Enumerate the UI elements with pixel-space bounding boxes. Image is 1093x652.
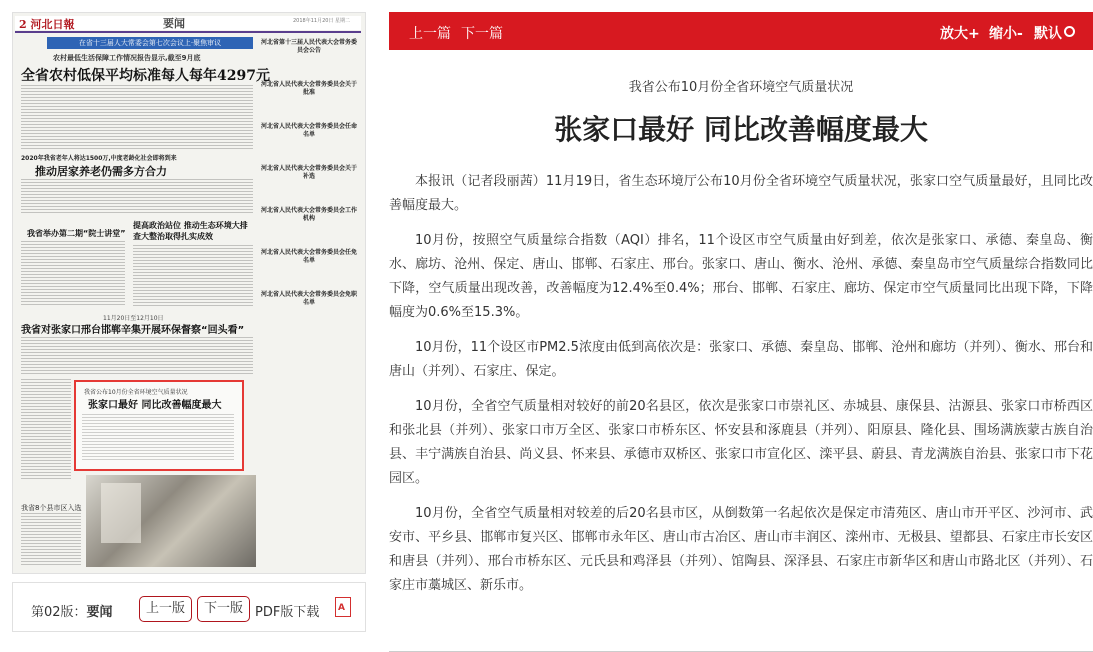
announcement-column	[259, 39, 359, 333]
paper-section: 要闻	[163, 17, 185, 30]
paper-headline[interactable]: 全省农村低保平均标准每人每年4297元	[21, 68, 270, 84]
text-block	[21, 85, 253, 149]
paper-headline-2[interactable]: 推动居家养老仍需多方合力	[35, 165, 167, 178]
column-headline[interactable]: 河北省人民代表大会常务委员会关于批准	[260, 81, 357, 96]
reset-circle-icon	[1064, 26, 1075, 37]
highlighted-article-title: 张家口最好 同比改善幅度最大	[88, 400, 222, 411]
article-toolbar	[389, 12, 1093, 50]
column-headline[interactable]: 河北省人民代表大会常务委员会关于补选	[260, 165, 357, 180]
text-block	[21, 179, 253, 215]
zoom-out-button[interactable]: 缩小-	[989, 26, 1023, 42]
article-title: 张家口最好 同比改善幅度最大	[554, 113, 928, 146]
paper-banner[interactable]: 在省十三届人大常委会第七次会议上·聚焦审议	[47, 37, 253, 49]
pdf-icon[interactable]: A	[335, 597, 351, 617]
highlighted-article[interactable]	[74, 380, 244, 471]
zoom-in-button[interactable]: 放大+	[940, 26, 980, 42]
text-block	[21, 379, 71, 479]
text-block	[21, 241, 125, 307]
article-paragraph: 本报讯（记者段丽茜）11月19日，省生态环境厅公布10月份全省环境空气质量状况，张家口空气质量最好，且同比改善幅度最大。	[389, 174, 1093, 213]
text-block	[82, 414, 234, 462]
paper-logo: 2 河北日報	[19, 18, 75, 31]
paper-headline-5[interactable]: 我省对张家口邢台邯郸辛集开展环保督察“回头看”	[21, 325, 245, 336]
prev-page-button[interactable]: 上一版	[139, 596, 192, 622]
paper-subheadline[interactable]: 农村最低生活保障工作情况报告显示,截至9月底	[53, 54, 201, 62]
article-panel	[389, 12, 1093, 652]
column-headline[interactable]: 河北省第十三届人民代表大会常务委员会公告	[260, 39, 357, 54]
paper-photo-detail	[101, 483, 141, 543]
paper-date: 2018年11月20日 星期二	[293, 18, 351, 24]
article-paragraph: 10月份，11个设区市PM2.5浓度由低到高依次是：张家口、承德、秦皇岛、邯郸、沧州和廊坊（并列）、衡水、邢台和唐山（并列）、石家庄、保定。	[389, 340, 1093, 379]
paper-headline-3[interactable]: 我省举办第二期“院士讲堂”	[27, 229, 126, 238]
paper-headline-4[interactable]: 提高政治站位 推动生态环境大排查大整治取得扎实成效	[133, 221, 248, 241]
next-page-button[interactable]: 下一版	[197, 596, 250, 622]
page-navigator	[12, 582, 366, 632]
highlighted-article-pretitle: 我省公布10月份全省环境空气质量状况	[84, 389, 188, 396]
newspaper-page-thumbnail[interactable]	[12, 12, 366, 574]
current-page-label: 第02版：要闻	[31, 605, 113, 620]
newspaper-panel	[12, 12, 364, 632]
text-block	[21, 513, 81, 567]
article-paragraph: 10月份，全省空气质量相对较差的后20名县市区，从倒数第一名起依次是保定市清苑区、唐山市开平区、沙河市、武安市、平乡县、邯郸市复兴区、邯郸市永年区、唐山市古冶区、唐山市丰润区、滦州市、无极县、望都县、石家庄市长安区和唐县（并列）、邢台市桥东区、元氏县和鸡泽县（并列）、馆陶县、深泽县、石家庄市新华区和唐山市路北区（并列）、石家庄市藁城区、新乐市。	[389, 506, 1093, 593]
article-subtitle: 我省公布10月份全省环境空气质量状况	[628, 80, 854, 95]
next-article-link[interactable]: 下一篇	[461, 26, 503, 42]
paper-note: 11月20日至12月10日	[103, 315, 164, 322]
article-paragraph: 10月份，全省空气质量相对较好的前20名县区，依次是张家口市崇礼区、赤城县、康保县、沽源县、张家口市桥西区和张北县（并列）、张家口市万全区、张家口市桥东区、怀安县和涿鹿县（并列）、阳原县、隆化县、围场满族蒙古族自治县、丰宁满族自治县、尚义县、怀来县、承德市双桥区、张家口市宣化区、滦平县、蔚县、青龙满族自治县、张家口市下花园区。	[389, 399, 1093, 486]
text-block	[133, 245, 253, 307]
article-paragraph: 10月份，按照空气质量综合指数（AQI）排名，11个设区市空气质量由好到差，依次是张家口、承德、秦皇岛、衡水、廊坊、沧州、保定、唐山、邯郸、石家庄、邢台。张家口、唐山、衡水、沧州、承德、秦皇岛市空气质量综合指数同比下降，空气质量出现改善，改善幅度为12.4%至0.4%；邢台、邯郸、石家庄、廊坊、保定市空气质量同比出现下降，下降幅度为0.6%至15.3%。	[389, 233, 1093, 320]
column-headline[interactable]: 河北省人民代表大会常务委员会任命名单	[260, 123, 357, 138]
article-body	[389, 170, 1093, 609]
prev-article-link[interactable]: 上一篇	[409, 26, 451, 42]
paper-headline-6[interactable]: 我省8个县市区入选	[21, 504, 82, 512]
column-headline[interactable]: 河北省人民代表大会常务委员会任免名单	[260, 249, 357, 264]
text-block	[21, 337, 253, 375]
default-size-button[interactable]: 默认	[1034, 23, 1075, 43]
column-headline[interactable]: 河北省人民代表大会常务委员会免职名单	[260, 291, 357, 306]
column-headline[interactable]: 河北省人民代表大会常务委员会工作机构	[260, 207, 357, 222]
pdf-download-link[interactable]: PDF版下载	[255, 605, 320, 620]
header-divider	[15, 31, 361, 33]
paper-subheadline-2[interactable]: 2020年我省老年人将达1500万,中度老龄化社会即将到来	[21, 155, 177, 162]
